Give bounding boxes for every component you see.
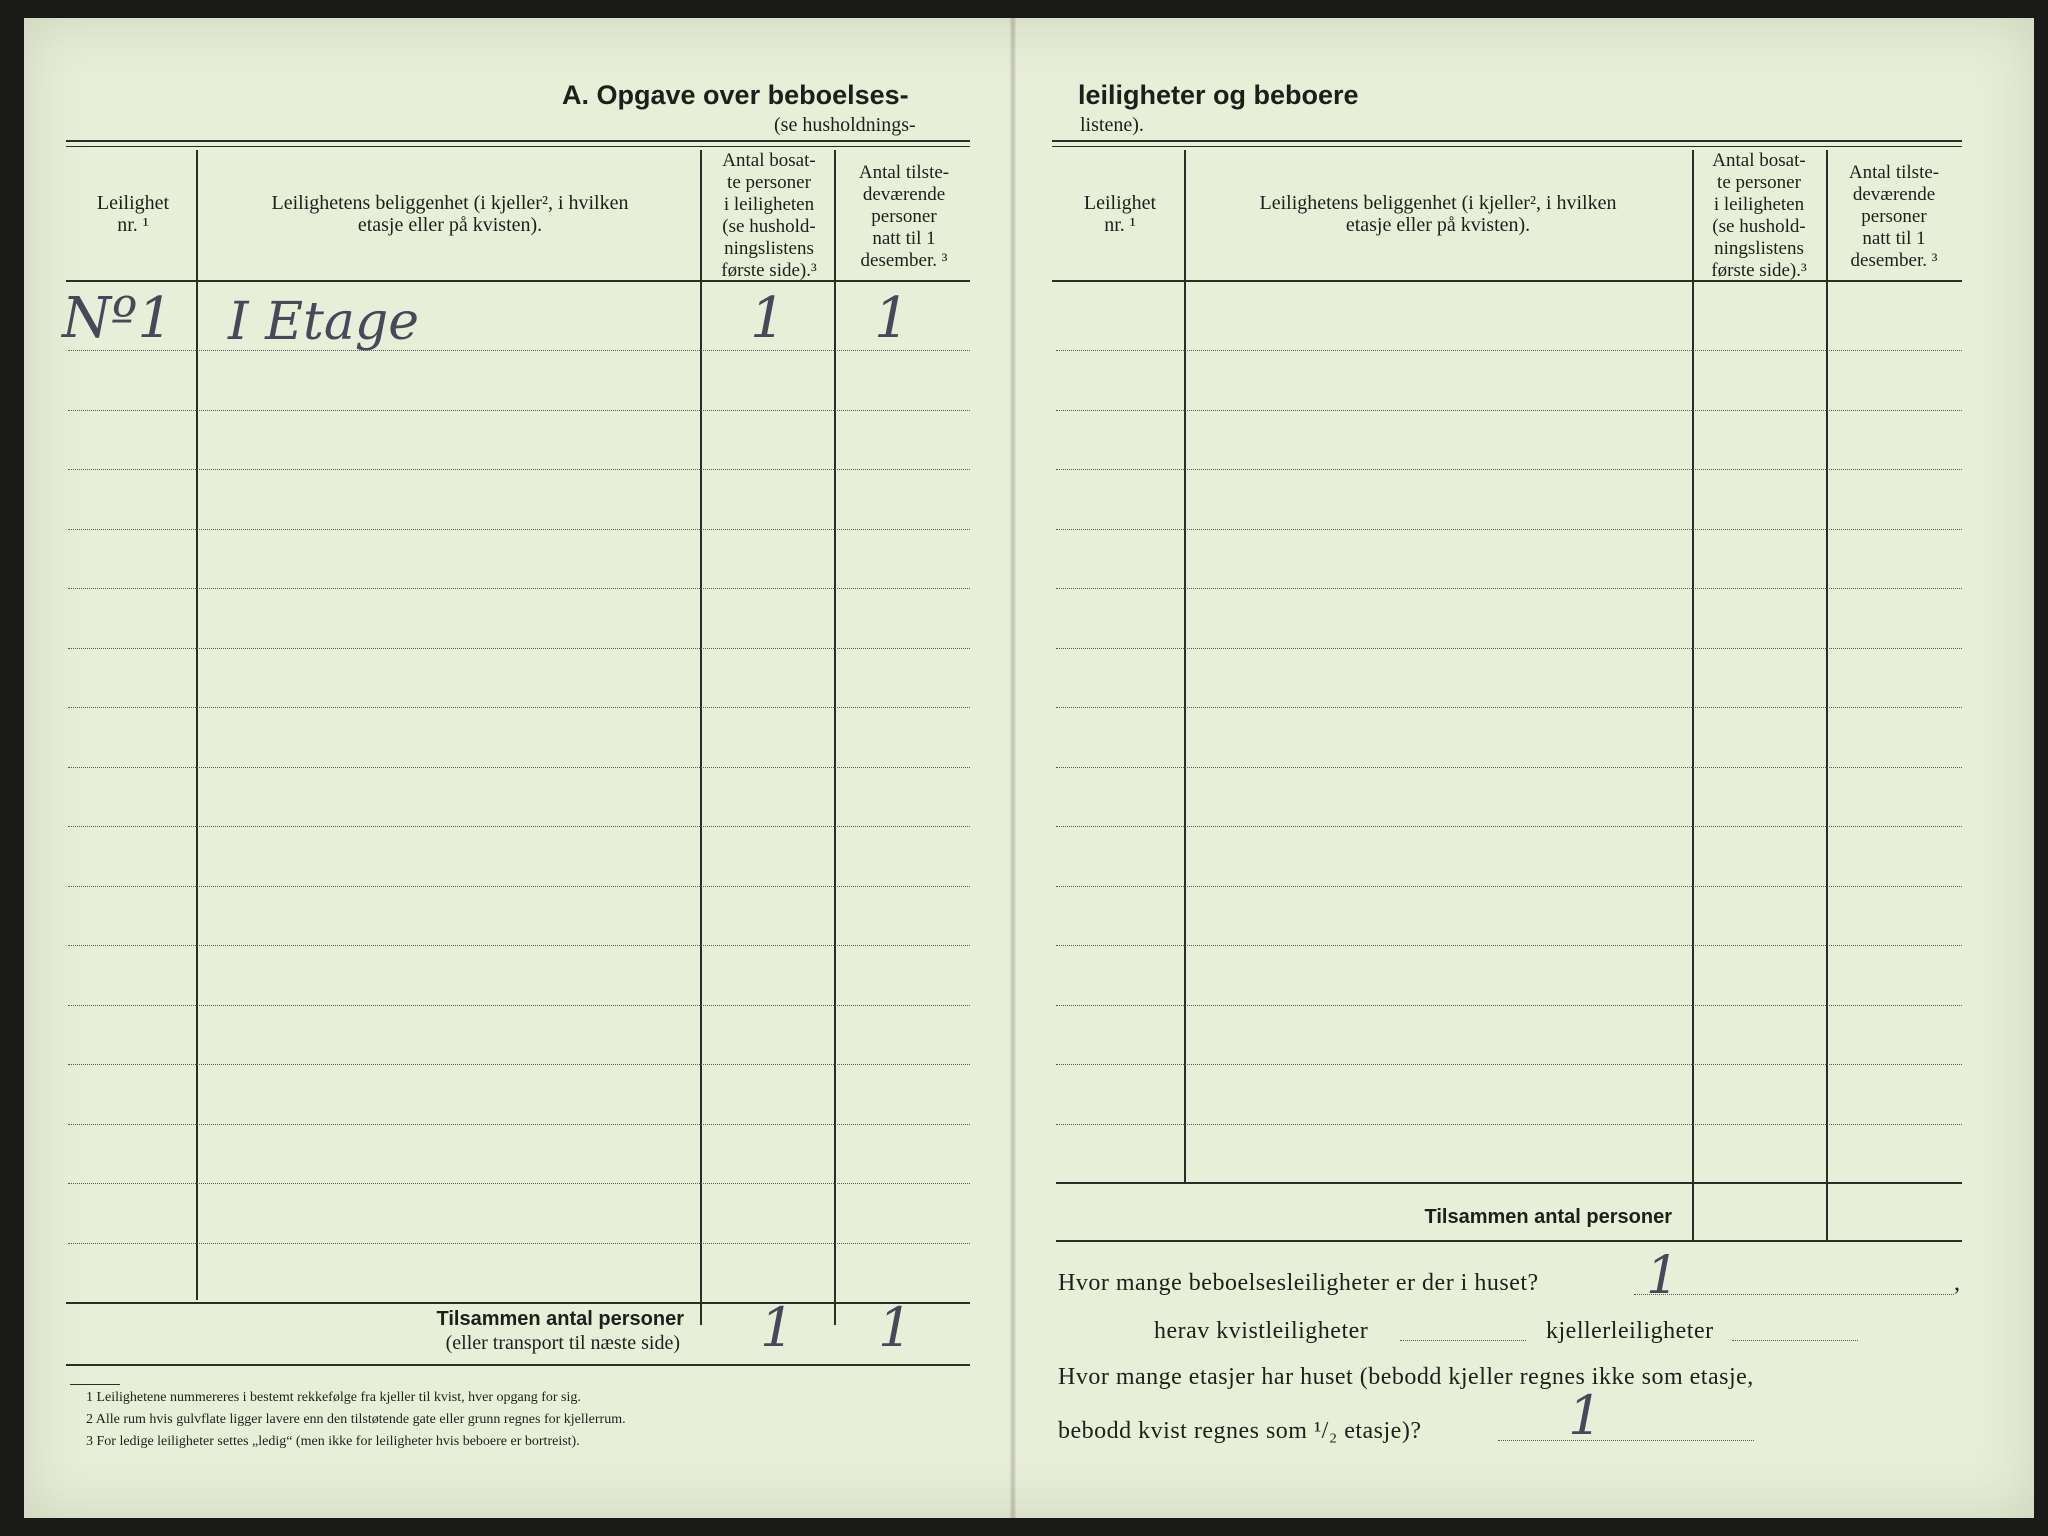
footnote-3: 3 For ledige leiligheter settes „ledig“ (men ikke for leiligheter hvis beboere er bortreist). bbox=[86, 1434, 580, 1449]
answer-line-etasjer bbox=[1498, 1440, 1754, 1441]
right-top-rule bbox=[1052, 140, 1962, 142]
right-row-line bbox=[1056, 410, 1962, 411]
right-total-bottom-rule bbox=[1056, 1240, 1962, 1242]
left-row-line bbox=[68, 1064, 970, 1065]
left-row-line bbox=[68, 1243, 970, 1244]
left-col-divider-2 bbox=[700, 150, 702, 1325]
right-row-line bbox=[1056, 529, 1962, 530]
left-header-leilighet: Leilighet nr. ¹ bbox=[96, 192, 170, 236]
left-header-bosatte: Antal bosat- te personer i leiligheten (se hushold- ningslistens første side).³ bbox=[721, 150, 817, 281]
left-row-line bbox=[68, 588, 970, 589]
left-row-line bbox=[68, 1124, 970, 1125]
left-row-line bbox=[68, 707, 970, 708]
right-row-line bbox=[1056, 826, 1962, 827]
left-row-line bbox=[68, 350, 970, 351]
footnote-1: 1 Leilighetene nummereres i bestemt rekkefølge fra kjeller til kvist, hver opgang for sig. bbox=[86, 1390, 581, 1405]
left-header-tilstede: Antal tilste- deværende personer natt til 1 desember. ³ bbox=[858, 162, 950, 271]
footnote-2: 2 Alle rum hvis gulvflate ligger lavere enn den tilstøtende gate eller grunn regnes for kjellerrum. bbox=[86, 1412, 626, 1427]
left-row-line bbox=[68, 945, 970, 946]
left-total-bottom-rule bbox=[66, 1364, 970, 1366]
right-row-line bbox=[1056, 1124, 1962, 1125]
left-total-top-rule bbox=[66, 1302, 970, 1304]
footnote-rule bbox=[70, 1384, 120, 1385]
left-header-beliggenhet: Leilighetens beliggenhet (i kjeller², i hvilken etasje eller på kvisten). bbox=[271, 192, 629, 236]
right-header-bosatte: Antal bosat- te personer i leiligheten (se hushold- ningslistens første side).³ bbox=[1711, 150, 1807, 281]
left-row-line bbox=[68, 410, 970, 411]
right-row-line bbox=[1056, 350, 1962, 351]
left-top-rule-2 bbox=[66, 146, 970, 147]
question-etasjer-line1: Hvor mange etasjer har huset (bebodd kjeller regnes ikke som etasje, bbox=[1058, 1364, 1754, 1390]
left-row-line bbox=[68, 469, 970, 470]
answer-line-kvist bbox=[1400, 1340, 1526, 1341]
right-row-line bbox=[1056, 767, 1962, 768]
right-col-divider-1 bbox=[1184, 150, 1186, 1182]
question-etasjer-line2: bebodd kvist regnes som ¹/₂ etasje)? bbox=[1058, 1418, 1422, 1444]
left-entry-nr: Nº1 bbox=[62, 286, 173, 351]
left-total-tilstede: 1 bbox=[878, 1296, 913, 1359]
left-entry-beliggenhet: I Etage bbox=[228, 292, 419, 352]
right-top-rule-2 bbox=[1052, 146, 1962, 147]
left-total-sublabel: (eller transport til næste side) bbox=[445, 1332, 680, 1354]
left-row-line bbox=[68, 529, 970, 530]
right-row-line bbox=[1056, 469, 1962, 470]
question-leiligheter: Hvor mange beboelsesleiligheter er der i huset? bbox=[1058, 1270, 1539, 1296]
right-row-line bbox=[1056, 1005, 1962, 1006]
left-entry-bosatte: 1 bbox=[750, 286, 786, 351]
right-row-line bbox=[1056, 648, 1962, 649]
answer-line-leiligheter bbox=[1634, 1294, 1954, 1295]
answer-etasjer: 1 bbox=[1568, 1384, 1603, 1447]
right-row-line bbox=[1056, 945, 1962, 946]
left-total-bosatte: 1 bbox=[760, 1296, 795, 1359]
answer-line-kjeller bbox=[1732, 1340, 1858, 1341]
left-row-line bbox=[68, 767, 970, 768]
right-col-divider-2 bbox=[1692, 150, 1694, 1240]
question-kjellerleiligheter: kjellerleiligheter bbox=[1546, 1318, 1714, 1344]
page-fold bbox=[1010, 18, 1016, 1518]
right-subtitle: listene). bbox=[1080, 114, 1144, 136]
left-title: A. Opgave over beboelses- bbox=[562, 80, 909, 110]
right-row-line bbox=[1056, 886, 1962, 887]
left-entry-tilstede: 1 bbox=[874, 286, 910, 351]
left-row-line bbox=[68, 826, 970, 827]
left-top-rule bbox=[66, 140, 970, 142]
left-col-divider-3 bbox=[834, 150, 836, 1325]
left-row-line bbox=[68, 1183, 970, 1184]
left-row-line bbox=[68, 1005, 970, 1006]
right-header-tilstede: Antal tilste- deværende personer natt til 1 desember. ³ bbox=[1848, 162, 1940, 271]
right-row-line bbox=[1056, 588, 1962, 589]
right-row-line bbox=[1056, 1064, 1962, 1065]
right-total-top-rule bbox=[1056, 1182, 1962, 1184]
right-total-label: Tilsammen antal personer bbox=[1424, 1206, 1672, 1228]
right-row-line bbox=[1056, 707, 1962, 708]
right-title: leiligheter og beboere bbox=[1078, 80, 1359, 110]
right-col-divider-3 bbox=[1826, 150, 1828, 1240]
right-header-leilighet: Leilighet nr. ¹ bbox=[1083, 192, 1157, 236]
left-col-divider-1 bbox=[196, 150, 198, 1300]
left-total-label: Tilsammen antal personer bbox=[436, 1308, 684, 1330]
left-row-line bbox=[68, 886, 970, 887]
question-kvistleiligheter: herav kvistleiligheter bbox=[1154, 1318, 1369, 1344]
right-header-beliggenhet: Leilighetens beliggenhet (i kjeller², i hvilken etasje eller på kvisten). bbox=[1259, 192, 1617, 236]
left-subtitle: (se husholdnings- bbox=[774, 114, 916, 136]
answer-leiligheter: 1 bbox=[1646, 1246, 1680, 1306]
left-row-line bbox=[68, 648, 970, 649]
question-leiligheter-comma: , bbox=[1954, 1270, 1961, 1296]
